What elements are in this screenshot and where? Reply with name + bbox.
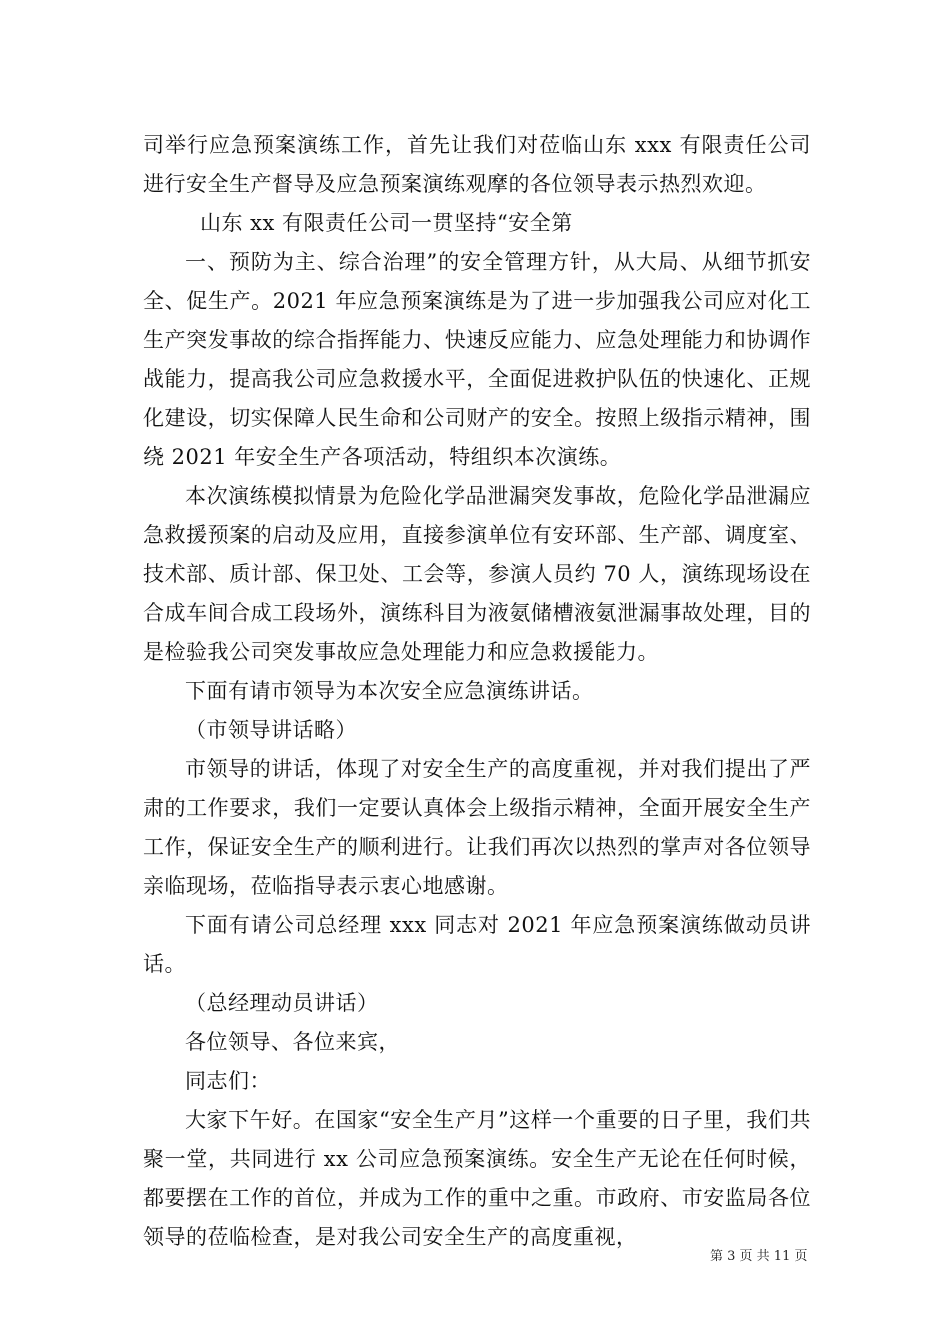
paragraph: （市领导讲话略） (185, 718, 357, 742)
paragraph: 本次演练模拟情景为危险化学品泄漏突发事故，危险化学品泄漏应急救援预案的启动及应用，直接参演单位有安环部、生产部、调度室、技术部、质计部、保卫处、工会等，参演人员约 70 人，演练现场设在合成车间合成工段场外，演练科目为液氨储槽液氨泄漏事故处理，目的是检验我公司突发事故应急处理能力和应急救援能力。 (143, 484, 811, 664)
paragraph: （总经理动员讲话） (185, 991, 379, 1015)
paragraph: 市领导的讲话，体现了对安全生产的高度重视，并对我们提出了严肃的工作要求，我们一定要认真体会上级指示精神，全面开展安全生产工作，保证安全生产的顺利进行。让我们再次以热烈的掌声对各位领导亲临现场，莅临指导表示衷心地感谢。 (143, 757, 811, 898)
paragraph: 司举行应急预案演练工作，首先让我们对莅临山东 xxx 有限责任公司进行安全生产督导及应急预案演练观摩的各位领导表示热烈欢迎。 (143, 133, 811, 196)
paragraph: 下面有请公司总经理 xxx 同志对 2021 年应急预案演练做动员讲话。 (143, 913, 811, 976)
paragraph: 下面有请市领导为本次安全应急演练讲话。 (185, 679, 594, 703)
paragraph: 各位领导、各位来宾， (185, 1030, 400, 1054)
paragraph: 山东 xx 有限责任公司一贯坚持“安全第 (200, 211, 573, 235)
paragraph: 大家下午好。在国家“安全生产月”这样一个重要的日子里，我们共聚一堂，共同进行 xx 公司应急预案演练。安全生产无论在任何时候，都要摆在工作的首位，并成为工作的重中之重。市政府、市安监局各位领导的莅临检查，是对我公司安全生产的高度重视， (143, 1108, 811, 1249)
paragraph: 一、预防为主、综合治理”的安全管理方针，从大局、从细节抓安全、促生产。2021 年应急预案演练是为了进一步加强我公司应对化工生产突发事故的综合指挥能力、快速反应能力、应急处理能力和协调作战能力，提高我公司应急救援水平，全面促进救护队伍的快速化、正规化建设，切实保障人民生命和公司财产的安全。按照上级指示精神，围绕 2021 年安全生产各项活动，特组织本次演练。 (143, 250, 811, 469)
paragraph: 同志们： (185, 1069, 271, 1093)
page-number-footer: 第 3 页 共 11 页 (710, 1249, 808, 1264)
document-body (143, 126, 811, 1257)
